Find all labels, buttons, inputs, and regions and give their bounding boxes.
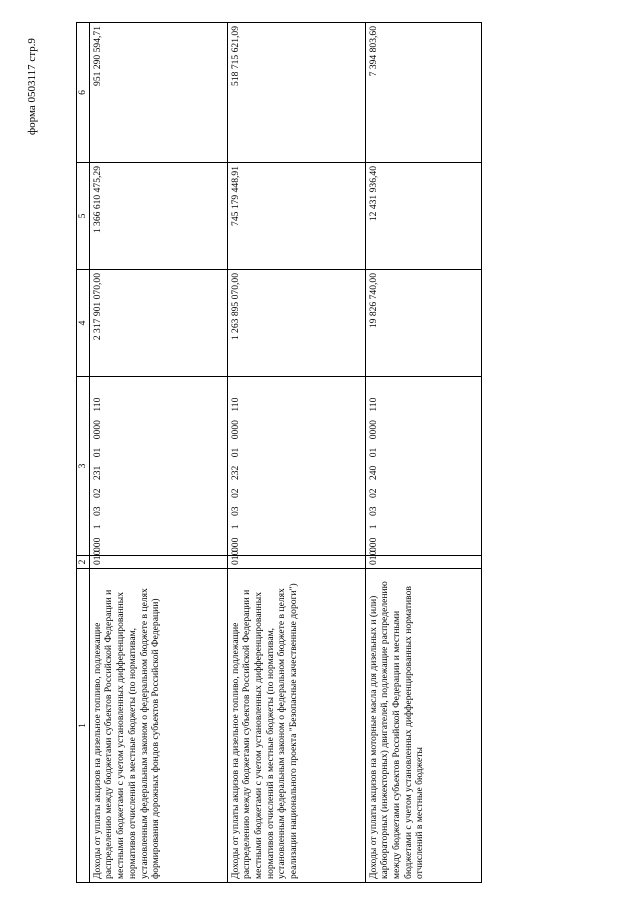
income-code-cell: 000 1 03 02 232 01 0000 110 [227,377,365,556]
unexecuted-amount-cell: 7 394 803,60 [365,23,481,163]
column-number: 6 [77,23,90,163]
line-code-cell: 010 [365,556,481,569]
line-code-cell: 010 [227,556,365,569]
table-row [227,23,365,883]
approved-amount-cell: 19 826 740,00 [365,270,481,377]
unexecuted-amount-cell: 518 715 621,09 [227,23,365,163]
column-number: 3 [77,377,90,556]
form-label: форма 0503117 стр.9 [26,38,38,135]
column-number: 4 [77,270,90,377]
table-row [89,23,227,883]
income-code-cell: 000 1 03 02 231 01 0000 110 [89,377,227,556]
income-table [76,22,482,883]
column-number: 1 [77,569,90,883]
table-row [365,23,481,883]
column-number: 2 [77,556,90,569]
executed-amount-cell: 1 366 610 475,29 [89,163,227,270]
unexecuted-amount-cell: 951 290 594,71 [89,23,227,163]
column-number-row [77,23,90,883]
income-name-cell: Доходы от уплаты акцизов на дизельное топливо, подлежащие распределению между бюджетами субъектов Российской Федерации и местными бюджетами с учетом установленных дифференцированных нормативов отчислений в местные бюджеты (по нормативам, установленным федеральным законом о федеральном бюджете в целях реализации национального проекта "Безопасные качественные дороги") [227,569,365,883]
approved-amount-cell: 1 263 895 070,00 [227,270,365,377]
income-code-cell: 000 1 03 02 240 01 0000 110 [365,377,481,556]
executed-amount-cell: 12 431 936,40 [365,163,481,270]
executed-amount-cell: 745 179 448,91 [227,163,365,270]
line-code-cell: 010 [89,556,227,569]
income-name-cell: Доходы от уплаты акцизов на моторные масла для дизельных и (или) карбюраторных (инжекторных) двигателей, подлежащие распределению между бюджетами субъектов Российской Федерации и местными бюджетами с учетом установленных дифференцированных нормативов отчислений в местные бюджеты [365,569,481,883]
approved-amount-cell: 2 317 901 070,00 [89,270,227,377]
column-number: 5 [77,163,90,270]
income-name-cell: Доходы от уплаты акцизов на дизельное топливо, подлежащие распределению между бюджетами субъектов Российской Федерации и местными бюджетами с учетом установленных дифференцированных нормативов отчислений в местные бюджеты (по нормативам, установленным федеральным законом о федеральном бюджете в целях формирования дорожных фондов субъектов Российской Федерации) [89,569,227,883]
